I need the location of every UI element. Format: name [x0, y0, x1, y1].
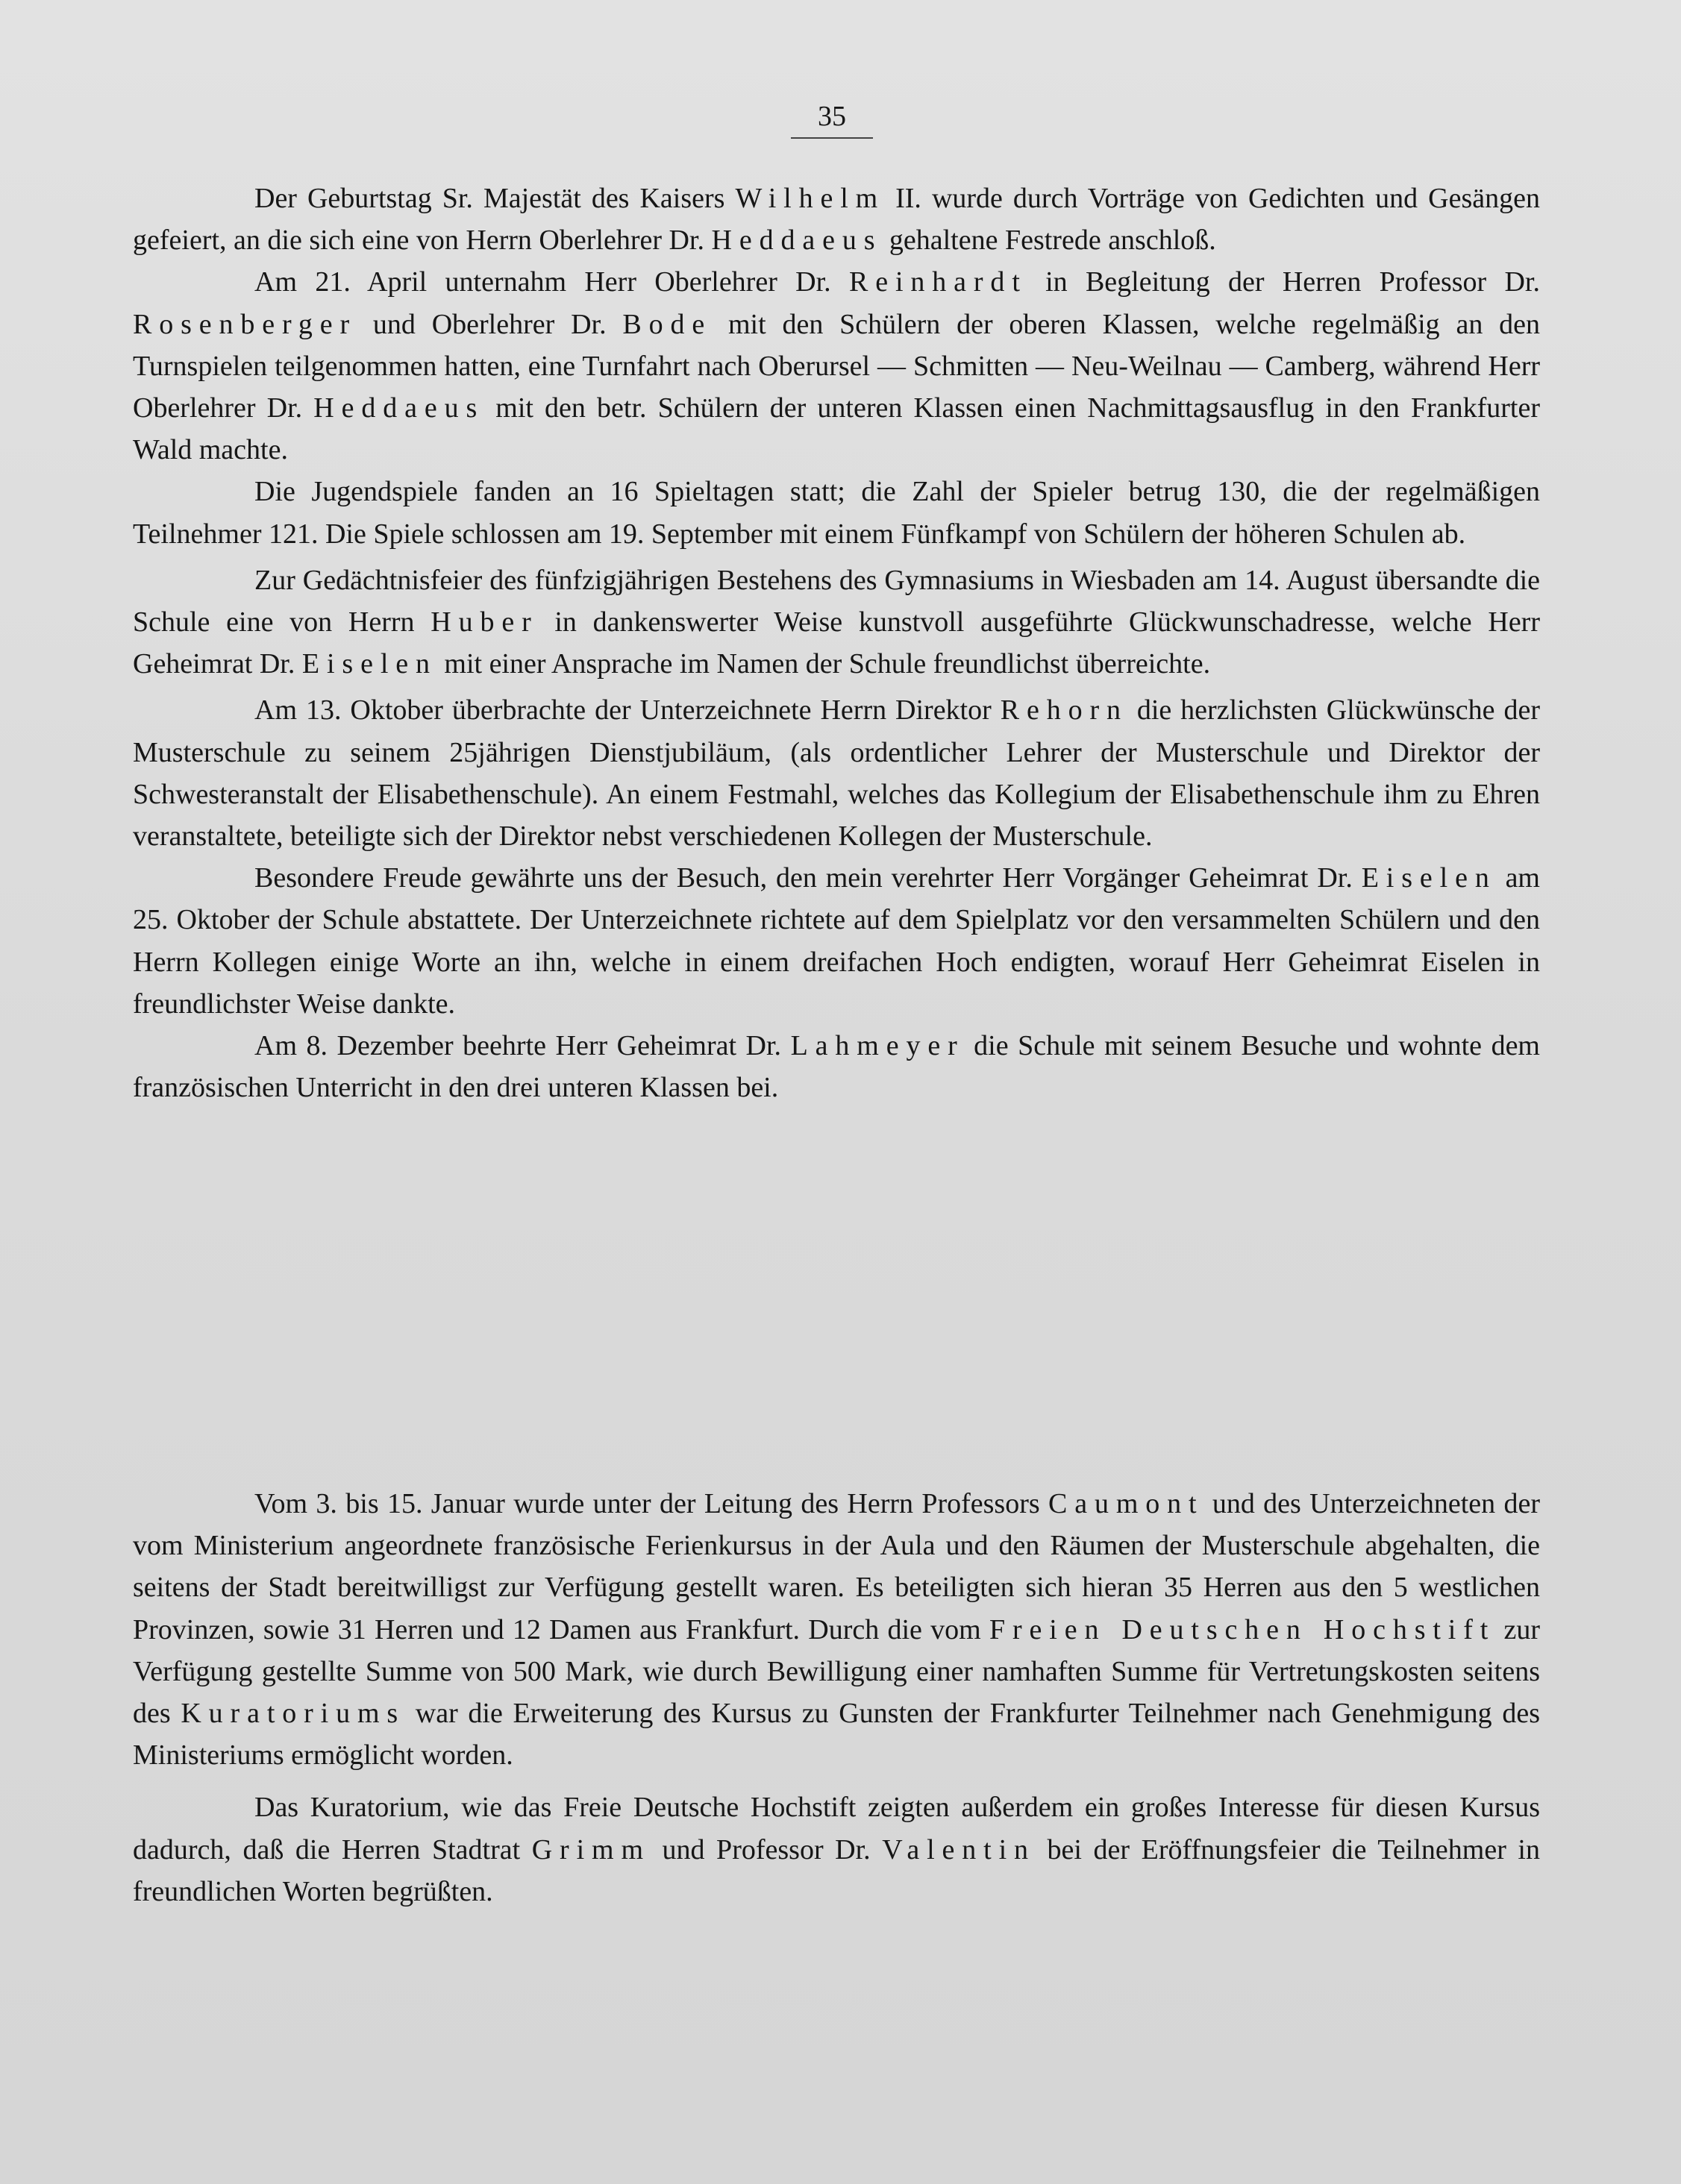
text-block-upper: [133, 178, 1540, 1108]
page-number: 35: [791, 98, 873, 139]
paragraph: Vom 3. bis 15. Januar wurde unter der Leitung des Herrn Professors Caumont und des Unterzeichneten der vom Ministerium angeordnete französische Ferienkursus in der Aula und den Räumen der Musterschule abgehalten, die seitens der Stadt bereitwilligst zur Verfügung gestellt waren. Es beteiligten sich hieran 35 Herren aus den 5 westlichen Provinzen, sowie 31 Herren und 12 Damen aus Frankfurt. Durch die vom Freien Deutschen Hochstift zur Verfügung gestellte Summe von 500 Mark, wie durch Bewilligung einer namhaften Summe für Vertretungskosten seitens des Kuratoriums war die Erweiterung des Kursus zu Gunsten der Frankfurter Teilnehmer nach Genehmigung des Ministeriums ermöglicht worden.: [133, 1488, 1540, 1772]
paragraph: Der Geburtstag Sr. Majestät des Kaisers Wilhelm II. wurde durch Vorträge von Gedichten und Gesängen gefeiert, an die sich eine von Herrn Oberlehrer Dr. Heddaeus gehaltene Festrede anschloß.: [133, 183, 1540, 257]
paragraph: Zur Gedächtnisfeier des fünfzigjährigen Bestehens des Gymnasiums in Wiesbaden am 14. August übersandte die Schule eine von Herrn Huber in dankenswerter Weise kunstvoll ausgeführte Glückwunschadresse, welche Herr Geheimrat Dr. Eiselen mit einer Ansprache im Namen der Schule freundlichst überreichte.: [133, 564, 1540, 680]
paragraph: Das Kuratorium, wie das Freie Deutsche Hochstift zeigten außerdem ein großes Interesse für diesen Kursus dadurch, daß die Herren Stadtrat Grimm und Professor Dr. Valentin bei der Eröffnungsfeier die Teilnehmer in freundlichen Worten begrüßten.: [133, 1792, 1540, 1907]
paragraph: Die Jugendspiele fanden an 16 Spieltagen statt; die Zahl der Spieler betrug 130, die der regelmäßigen Teilnehmer 121. Die Spiele schlossen am 19. September mit einem Fünfkampf von Schülern der höheren Schulen ab.: [133, 476, 1540, 550]
paragraph: Am 21. April unternahm Herr Oberlehrer Dr. Reinhardt in Begleitung der Herren Professor Dr. Rosenberger und Oberlehrer Dr. Bode mit den Schülern der oberen Klassen, welche regelmäßig an den Turnspielen teilgenommen hatten, eine Turnfahrt nach Oberursel — Schmitten — Neu-Weilnau — Camberg, während Herr Oberlehrer Dr. Heddaeus mit den betr. Schülern der unteren Klassen einen Nachmittagsausflug in den Frankfurter Wald machte.: [133, 266, 1541, 466]
paragraph: Am 13. Oktober überbrachte der Unterzeichnete Herrn Direktor Rehorn die herzlichsten Glückwünsche der Musterschule zu seinem 25jährigen Dienstjubiläum, (als ordentlicher Lehrer der Musterschule und Direktor der Schwesteranstalt der Elisabethenschule). An einem Festmahl, welches das Kollegium der Elisabethenschule ihm zu Ehren veranstaltete, beteiligte sich der Direktor nebst verschiedenen Kollegen der Musterschule.: [133, 694, 1540, 853]
paragraph: Besondere Freude gewährte uns der Besuch, den mein verehrter Herr Vorgänger Geheimrat Dr. Eiselen am 25. Oktober der Schule abstattete. Der Unterzeichnete richtete auf dem Spielplatz vor den versammelten Schülern und den Herrn Kollegen einige Worte an ihn, welche in einem dreifachen Hoch endigten, worauf Herr Geheimrat Eiselen in freundlichster Weise dankte.: [133, 862, 1540, 1020]
text-block-lower: [133, 1483, 1540, 1912]
paragraph: Am 8. Dezember beehrte Herr Geheimrat Dr. Lahmeyer die Schule mit seinem Besuche und wohnte dem französischen Unterricht in den drei unteren Klassen bei.: [133, 1030, 1540, 1104]
